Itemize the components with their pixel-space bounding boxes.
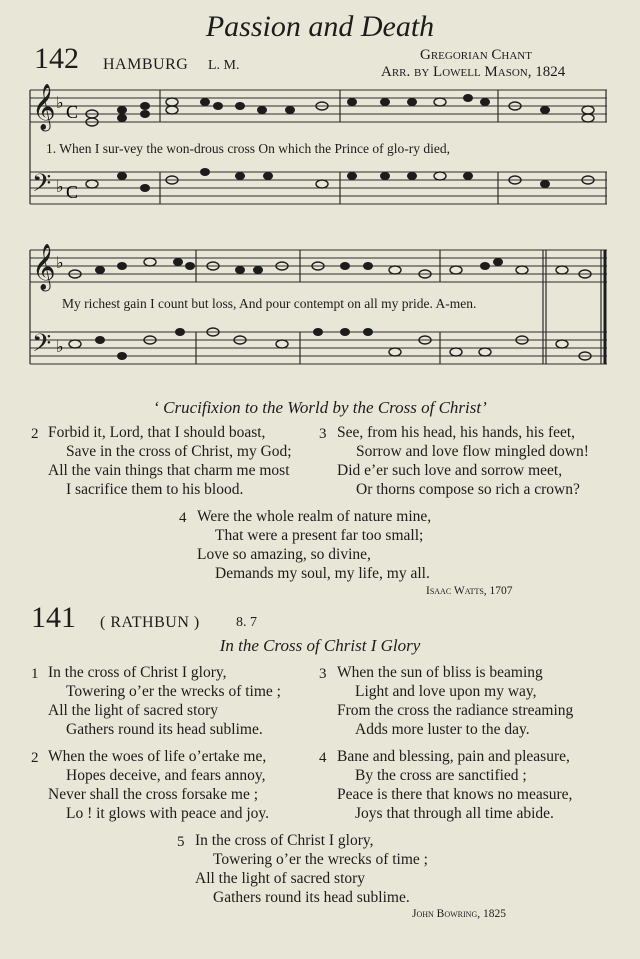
bass-clef-icon-2: 𝄢 — [32, 330, 52, 363]
hymn-142-lyrics-line-2: My richest gain I count but loss, And pour contempt on all my pride. A-men. — [62, 296, 477, 311]
hymn-141-tune: ( RATHBUN ) — [100, 614, 200, 631]
verse-number: 3 — [319, 666, 327, 682]
verse-number: 2 — [31, 426, 39, 442]
hymn-141-subtitle: In the Cross of Christ I Glory — [219, 636, 421, 655]
verse-line: In the cross of Christ I glory, — [48, 664, 227, 681]
verse-line: Sorrow and love flow mingled down! — [356, 443, 589, 460]
page-title: Passion and Death — [205, 10, 435, 43]
verse-number: 3 — [319, 426, 327, 442]
hymn-142-subtitle: ‘ Crucifixion to the World by the Cross of Christ’ — [153, 398, 487, 417]
bass-flat-icon-2: ♭ — [56, 339, 64, 356]
bass-common-time-icon: C — [66, 182, 79, 202]
verse-line: Lo ! it glows with peace and joy. — [66, 805, 270, 822]
bass-clef-icon: 𝄢 — [32, 170, 52, 203]
verse-line: Were the whole realm of nature mine, — [197, 508, 432, 525]
verse-line: See, from his head, his hands, his feet, — [337, 424, 576, 441]
verse-line: All the light of sacred story — [48, 702, 219, 719]
verse-line: Demands my soul, my life, my all. — [215, 565, 430, 582]
verse-line: I sacrifice them to his blood. — [66, 481, 244, 498]
verse-line: Peace is there that knows no measure, — [337, 786, 573, 803]
verse-line: All the light of sacred story — [195, 870, 366, 887]
verse-line: That were a present far too small; — [215, 527, 424, 544]
hymn-141-meter: 8. 7 — [236, 615, 257, 630]
hymn-142-author: Isaac Watts, 1707 — [426, 585, 513, 597]
verse-line: Save in the cross of Christ, my God; — [66, 443, 292, 460]
hymn-142-meter: L. M. — [208, 58, 240, 73]
common-time-icon: C — [66, 102, 79, 122]
verse-line: In the cross of Christ I glory, — [195, 832, 374, 849]
hymn-142-tune: HAMBURG — [103, 56, 189, 73]
verse-line: From the cross the radiance streaming — [337, 702, 574, 719]
verse-line: When the sun of bliss is beaming — [337, 664, 543, 681]
verse-number: 4 — [319, 750, 327, 766]
verse-line: Never shall the cross forsake me ; — [48, 786, 259, 803]
verse-number: 1 — [31, 666, 39, 682]
verse-line: When the woes of life o’ertake me, — [48, 748, 267, 765]
verse-line: Joys that through all time abide. — [355, 805, 554, 822]
verse-line: Bane and blessing, pain and pleasure, — [337, 748, 570, 765]
treble-clef-icon: 𝄞 — [32, 84, 56, 129]
verse-line: Towering o’er the wrecks of time ; — [213, 851, 428, 868]
verse-number: 4 — [179, 510, 187, 526]
verse-line: Gathers round its head sublime. — [213, 889, 410, 906]
hymn-142-number: 142 — [34, 42, 79, 75]
hymn-141-author: John Bowring, 1825 — [412, 908, 506, 920]
verse-line: Love so amazing, so divine, — [197, 546, 371, 563]
hymn-142-source: Gregorian Chant — [420, 47, 532, 63]
verse-line: Hopes deceive, and fears annoy, — [66, 767, 266, 784]
verse-line: Towering o’er the wrecks of time ; — [66, 683, 281, 700]
verse-line: Light and love upon my way, — [355, 683, 537, 700]
verse-line: Or thorns compose so rich a crown? — [356, 481, 580, 498]
verse-line: By the cross are sanctified ; — [355, 767, 527, 784]
verse-line: All the vain things that charm me most — [48, 462, 290, 479]
verse-number: 5 — [177, 834, 185, 850]
treble-clef-icon-2: 𝄞 — [32, 244, 56, 289]
hymn-142-arranger: Arr. by Lowell Mason, 1824 — [381, 64, 566, 80]
verse-line: Adds more luster to the day. — [355, 721, 530, 738]
flat-icon-2: ♭ — [56, 255, 64, 272]
verse-line: Gathers round its head sublime. — [66, 721, 263, 738]
verse-line: Forbid it, Lord, that I should boast, — [48, 424, 266, 441]
verse-number: 2 — [31, 750, 39, 766]
bass-flat-icon: ♭ — [56, 179, 64, 196]
verse-line: Did e’er such love and sorrow meet, — [337, 462, 563, 479]
hymn-142-lyrics-line-1: 1. When I sur-vey the won-drous cross On which the Prince of glo-ry died, — [46, 141, 451, 156]
hymn-141-number: 141 — [31, 601, 76, 634]
flat-icon: ♭ — [56, 95, 64, 112]
